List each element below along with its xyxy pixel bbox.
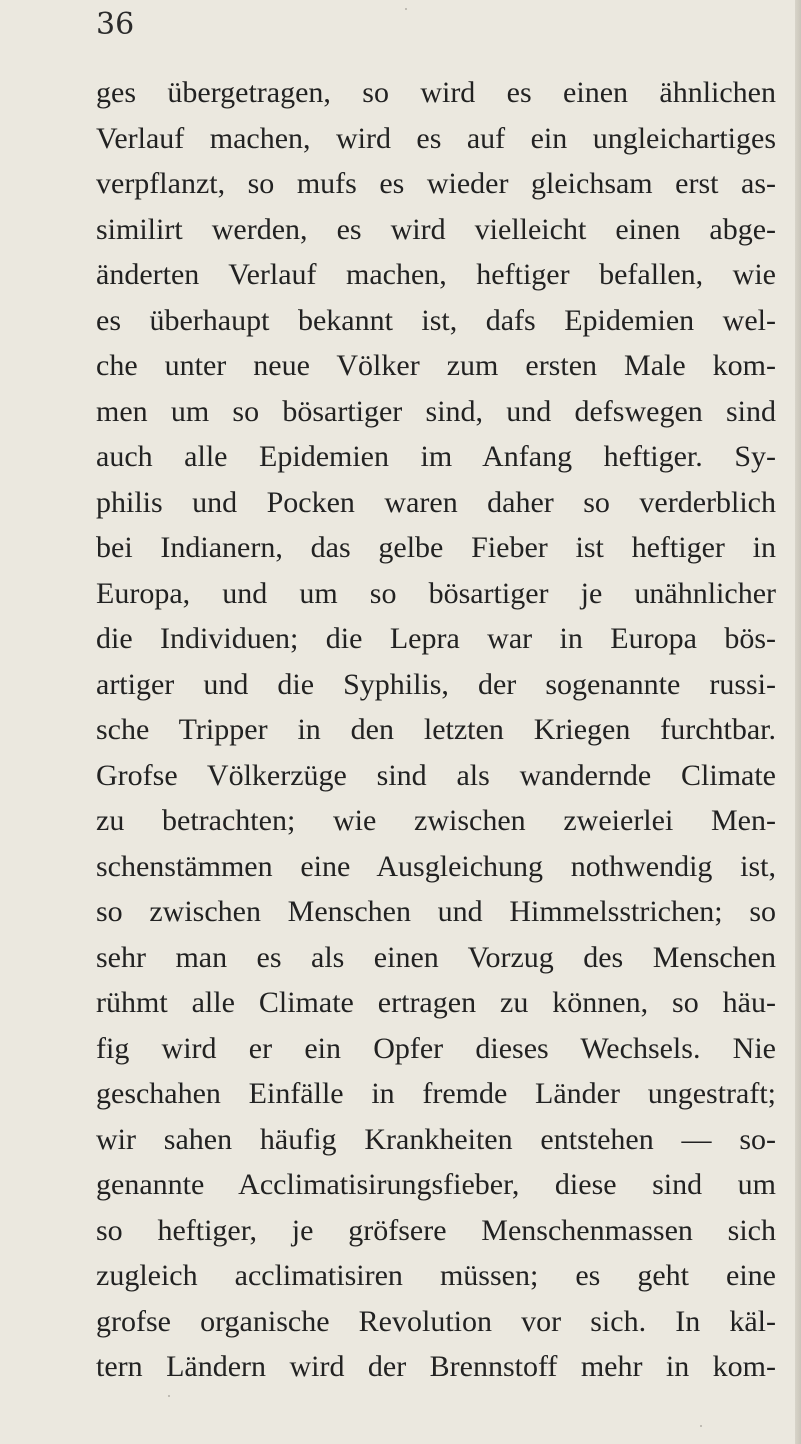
text-line: rühmt alle Climate ertragen zu können, so häu- <box>96 986 776 1019</box>
text-line: fig wird er ein Opfer dieses Wechsels. Nie <box>96 1031 776 1065</box>
text-line: zugleich acclimatisiren müssen; es geht eine <box>96 1259 776 1292</box>
text-line: sehr man es als einen Vorzug des Menschen <box>96 940 776 974</box>
page-edge-shadow <box>795 0 801 1444</box>
text-line: zu betrachten; wie zwischen zweierlei Men- <box>96 804 776 837</box>
text-line: die Individuen; die Lepra war in Europa bös- <box>96 622 776 655</box>
body-text <box>96 70 776 1390</box>
text-line: similirt werden, es wird vielleicht einen abge- <box>96 212 776 246</box>
paper-speck <box>168 1395 170 1397</box>
text-line: grofse organische Revolution vor sich. In käl- <box>96 1304 776 1338</box>
text-line: schenstämmen eine Ausgleichung nothwendig ist, <box>96 849 776 883</box>
text-line: artiger und die Syphilis, der sogenannte russi- <box>96 667 776 701</box>
text-line: so heftiger, je gröfsere Menschenmassen sich <box>96 1213 776 1247</box>
paper-speck <box>700 1425 702 1427</box>
text-line: änderten Verlauf machen, heftiger befallen, wie <box>96 258 776 291</box>
text-line: geschahen Einfälle in fremde Länder ungestraft; <box>96 1077 776 1110</box>
text-line: sche Tripper in den letzten Kriegen furchtbar. <box>96 713 776 746</box>
text-line: Verlauf machen, wird es auf ein ungleichartiges <box>96 121 776 155</box>
text-line: so zwischen Menschen und Himmelsstrichen; so <box>96 895 776 928</box>
text-line: philis und Pocken waren daher so verderblich <box>96 485 776 519</box>
text-line: tern Ländern wird der Brennstoff mehr in kom- <box>96 1350 776 1383</box>
text-line: verpflanzt, so mufs es wieder gleichsam erst as- <box>96 167 776 200</box>
paper-speck <box>405 8 407 10</box>
text-line: genannte Acclimatisirungsfieber, diese sind um <box>96 1168 776 1201</box>
page-number: 36 <box>96 7 135 42</box>
text-line: che unter neue Völker zum ersten Male kom- <box>96 349 776 382</box>
text-line: men um so bösartiger sind, und defswegen sind <box>96 394 776 428</box>
text-line: auch alle Epidemien im Anfang heftiger. Sy- <box>96 440 776 473</box>
text-line: wir sahen häufig Krankheiten entstehen — so- <box>96 1122 776 1156</box>
text-line: es überhaupt bekannt ist, dafs Epidemien wel- <box>96 303 776 337</box>
text-line: ges übergetragen, so wird es einen ähnlichen <box>96 76 776 109</box>
text-line: Grofse Völkerzüge sind als wandernde Climate <box>96 758 776 792</box>
text-line: bei Indianern, das gelbe Fieber ist heftiger in <box>96 531 776 564</box>
text-line: Europa, und um so bösartiger je unähnlicher <box>96 576 776 610</box>
